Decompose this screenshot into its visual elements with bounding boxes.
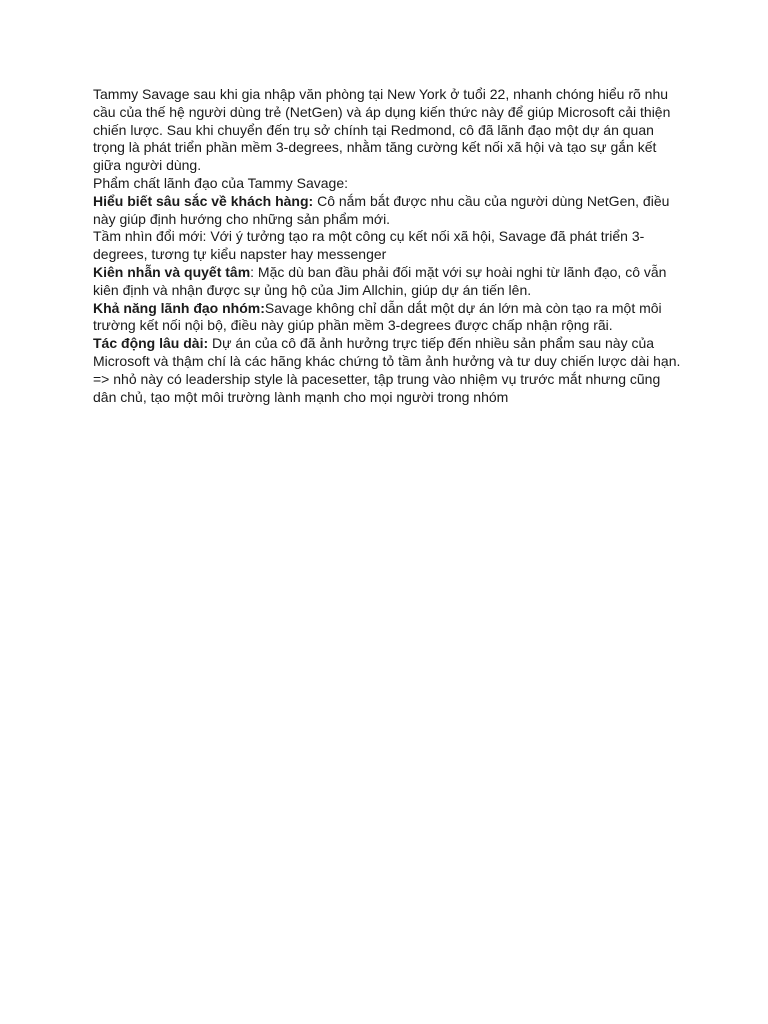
quality-item xyxy=(93,264,683,300)
quality-title: Khả năng lãnh đạo nhóm: xyxy=(93,299,265,316)
document-body xyxy=(93,86,683,406)
quality-title: Tác động lâu dài: xyxy=(93,335,209,352)
quality-title: Hiểu biết sâu sắc về khách hàng: xyxy=(93,192,314,209)
quality-text: Tầm nhìn đổi mới: Với ý tưởng tạo ra một công cụ kết nối xã hội, Savage đã phát triển 3-degrees, tương tự kiểu napster hay messenger xyxy=(93,228,645,263)
quality-title: Kiên nhẫn và quyết tâm xyxy=(93,263,251,280)
quality-text: Cô nắm bắt được nhu cầu của người dùng NetGen, điều này giúp định hướng cho những sản phẩm mới. xyxy=(93,192,670,227)
conclusion-paragraph: => nhỏ này có leadership style là pacesetter, tập trung vào nhiệm vụ trước mắt nhưng cũng dân chủ, tạo một môi trường lành mạnh cho mọi người trong nhóm xyxy=(93,370,661,405)
intro-paragraph: Tammy Savage sau khi gia nhập văn phòng tại New York ở tuổi 22, nhanh chóng hiểu rõ nhu cầu của thế hệ người dùng trẻ (NetGen) và áp dụng kiến thức này để giúp Microsoft cải thiện chiến lược. Sau khi chuyển đến trụ sở chính tại Redmond, cô đã lãnh đạo một dự án quan trọng là phát triển phần mềm 3-degrees, nhằm tăng cường kết nối xã hội và tạo sự gắn kết giữa người dùng. xyxy=(93,86,671,174)
quality-text: Savage không chỉ dẫn dắt một dự án lớn mà còn tạo ra một môi trường kết nối nội bộ, điều này giúp phần mềm 3-degrees được chấp nhận rộng rãi. xyxy=(93,299,662,334)
quality-item xyxy=(93,335,683,371)
quality-item xyxy=(93,228,683,264)
quality-item xyxy=(93,193,683,229)
quality-text: : Mặc dù ban đầu phải đối mặt với sự hoài nghi từ lãnh đạo, cô vẫn kiên định và nhận được sự ủng hộ của Jim Allchin, giúp dự án tiến lên. xyxy=(93,263,667,298)
qualities-heading: Phẩm chất lãnh đạo của Tammy Savage: xyxy=(93,174,349,191)
quality-item xyxy=(93,300,683,336)
quality-text: Dự án của cô đã ảnh hưởng trực tiếp đến nhiều sản phẩm sau này của Microsoft và thậm chí là các hãng khác chứng tỏ tầm ảnh hưởng và tư duy chiến lược dài hạn. xyxy=(93,335,681,369)
